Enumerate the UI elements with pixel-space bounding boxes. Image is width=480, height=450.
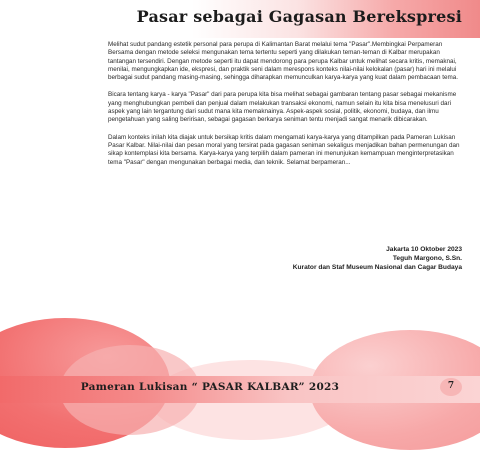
page-title: Pasar sebagai Gagasan Berekspresi xyxy=(136,7,462,26)
paragraph-2: Bicara tentang karya - karya "Pasar" dari para perupa kita bisa melihat sebagai gambaran tentang pasar sebagai mekanisme yang menghubungkan pembeli dan penjual dalam melakukan transaksi ekonomi, namun selain itu kita bisa menelusuri dari aspek yang lain tergantung dari sudut mana kita memaknainya. Aspek-aspek sosial, politik, ekonomi, budaya, dan ilmu pengetahuan yang saling beririsan, sebagai gagasan berkarya seniman tentu menjadi sangat menarik dibicarakan. xyxy=(108,91,457,124)
page-number: 7 xyxy=(447,381,455,391)
signature-block xyxy=(293,246,462,272)
signature-date: Jakarta 10 Oktober 2023 xyxy=(386,246,462,253)
footer-title: Pameran Lukisan “ PASAR KALBAR” 2023 xyxy=(80,381,340,393)
signature-role: Kurator dan Staf Museum Nasional dan Cagar Budaya xyxy=(292,263,462,271)
article-body xyxy=(108,41,460,176)
paragraph-3: Dalam konteks inilah kita diajak untuk bersikap kritis dalam mengamati karya-karya yang ditampilkan pada Pameran Lukisan Pasar Kalbar. Nilai-nilai dan pesan moral yang tersirat pada gagasan seniman sekaligus menjadikan bahan permenungan dan sikap kontemplasi kita bersama. Karya-karya yang terpilih dalam pameran ini menunjukan kemampuan menginterpretasikan tema "Pasar" dengan mengunakan berbagai media, dan teknik. Selamat berpameran... xyxy=(108,133,460,166)
paragraph-1: Melihat sudut pandang estetik personal para perupa di Kalimantan Barat melalui tema "Pasar".Membingkai Perpameran Bersama dengan metode seleksi mengunakan tema tertentu seperti yang dilakukan teman-teman di Kalbar merupakan tantangan tersendiri. Dengan metode seperti itu dapat mendorong para perupa Kalbar untuk melihat secara kritis, memaknai, menilai, mengungkapkan ide, ekspresi, dan praktik seni dalam merespons konteks nilai-nilai kelokalan (pasar) hari ini melalui berbagai sudut pandang masing-masing, sehingga diharapkan memunculkan karya-karya yang kuat dalam pembacaan tema. xyxy=(108,41,459,82)
signature-name: Teguh Margono, S.Sn. xyxy=(392,254,462,262)
